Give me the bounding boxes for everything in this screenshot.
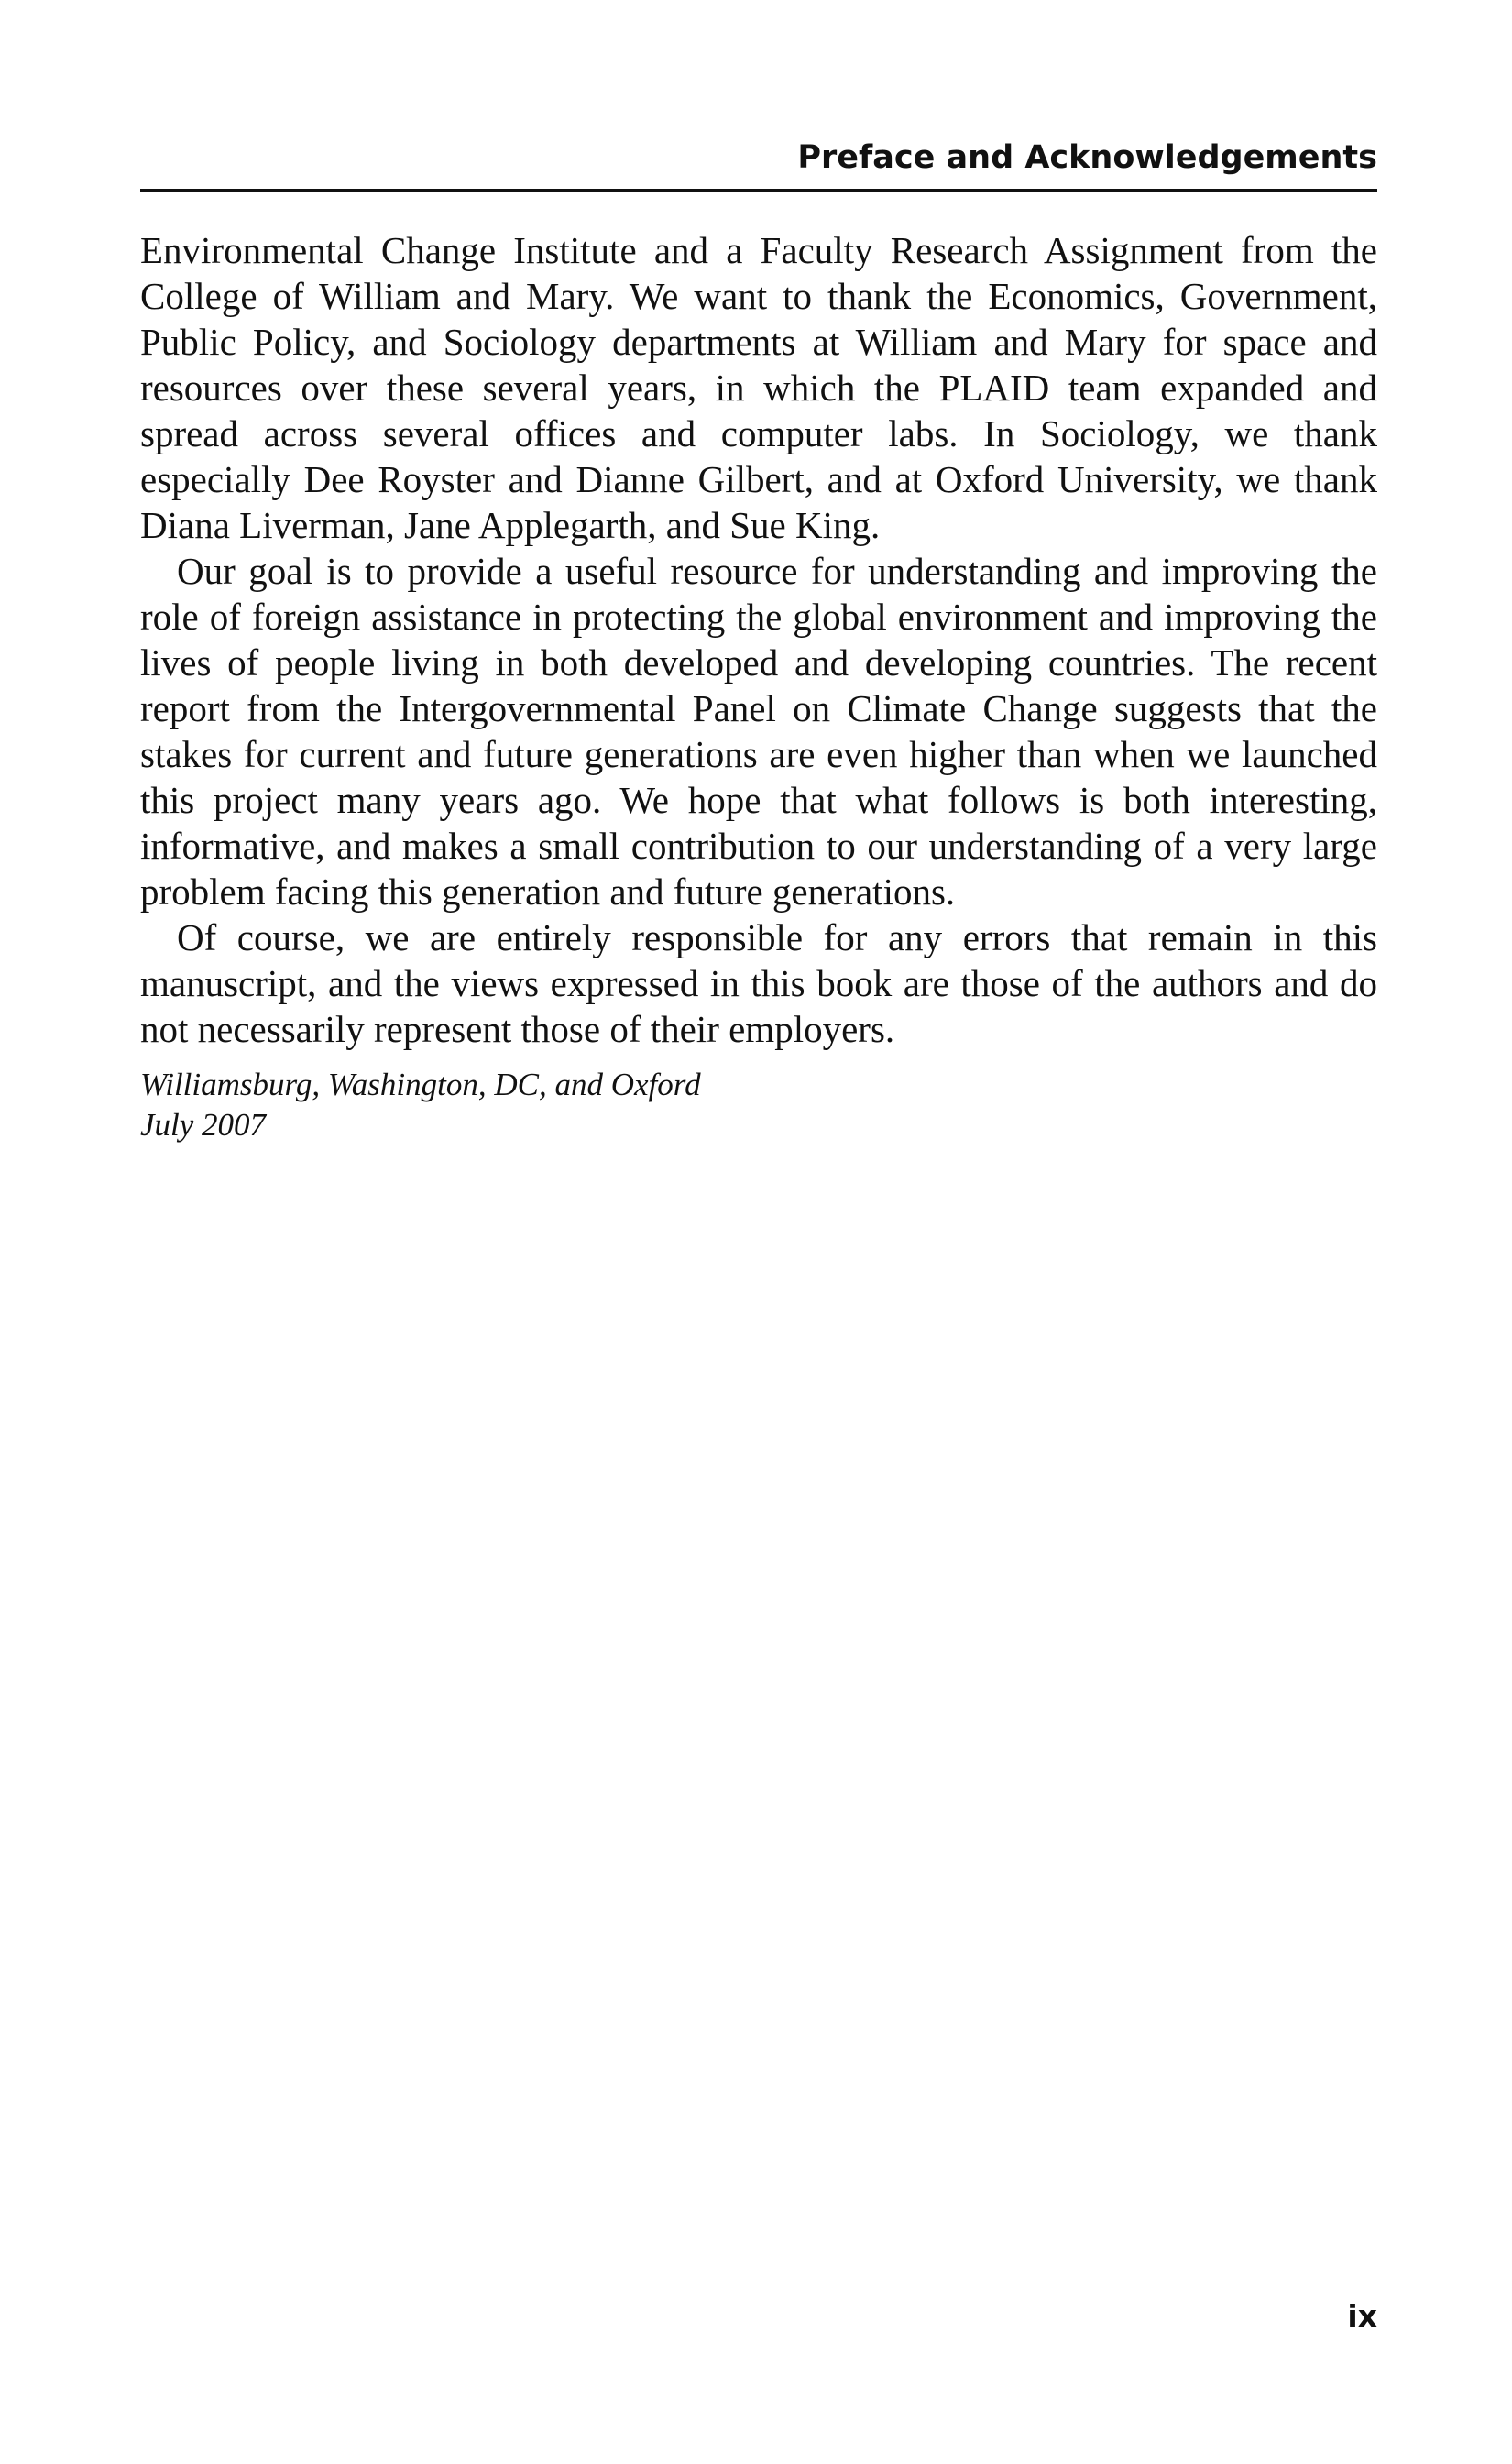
page-number: ix xyxy=(1347,2298,1377,2334)
signoff-place: Williamsburg, Washington, DC, and Oxford xyxy=(140,1067,701,1102)
header-rule xyxy=(140,189,1377,192)
paragraph-continuation: Environmental Change Institute and a Faculty Research Assignment from the College of William and Mary. We want to thank the Economics, Government, Public Policy, and Sociology departments at William and Mary for space and resources over these several years, in which the PLAID team expanded and spread across several offices and computer labs. In Sociology, we thank especially Dee Royster and Dianne Gilbert, and at Oxford University, we thank Diana Liverman, Jane Applegarth, and Sue King. xyxy=(140,229,1377,546)
signoff xyxy=(140,1065,1377,1145)
paragraph-responsibility: Of course, we are entirely responsible for any errors that remain in this manuscript, and the views expressed in this book are those of the authors and do not necessarily represent those of their employers. xyxy=(140,916,1377,1050)
signoff-date: July 2007 xyxy=(140,1107,267,1143)
body-text xyxy=(140,227,1377,1145)
running-head: Preface and Acknowledgements xyxy=(797,139,1377,176)
paragraph-goal: Our goal is to provide a useful resource for understanding and improving the role of foreign assistance in protecting the global environment and improving the lives of people living in both developed and developing countries. The recent report from the Intergovernmental Panel on Climate Change suggests that the stakes for current and future generations are even higher than when we launched this project many years ago. We hope that what follows is both interesting, informative, and makes a small contribution to our understanding of a very large problem facing this generation and future generations. xyxy=(140,550,1377,913)
